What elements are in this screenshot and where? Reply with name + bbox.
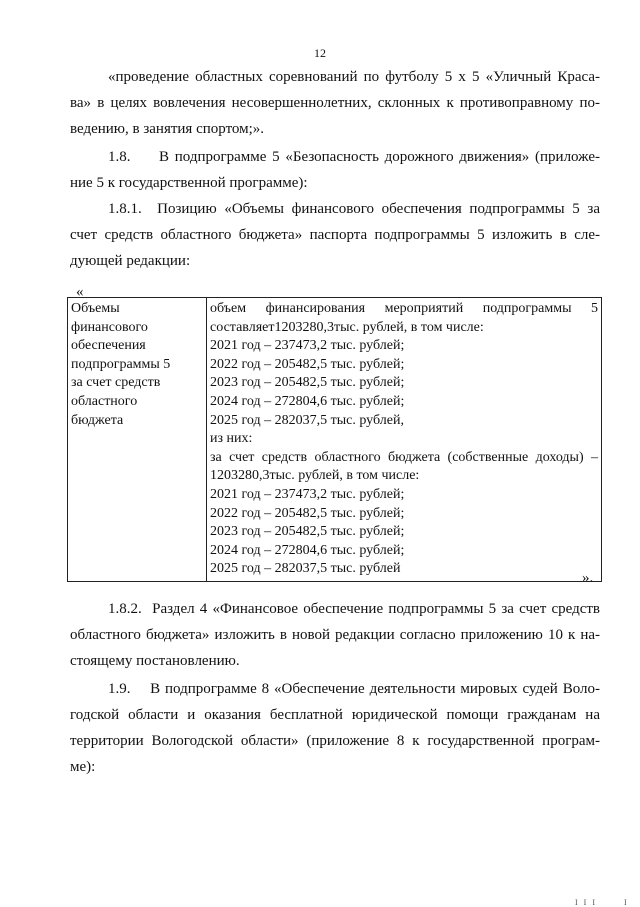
cell-line: бюджета (71, 412, 124, 428)
footer-mark: I (624, 898, 627, 907)
table-row (68, 298, 602, 582)
text-line: ведению, в занятия спортом;». (70, 121, 265, 137)
cell-line: 2022 год – 205482,5 тыс. рублей; (210, 356, 405, 372)
cell-line: обеспечения (71, 338, 146, 354)
cell-line: подпрограммы 5 (71, 356, 171, 372)
table-cell-label (68, 298, 207, 582)
text-line: ва» в целях вовлечения несовершеннолетних, склонных к противоправному по- (70, 95, 600, 111)
text-line: годской области и оказания бесплатной юридической помощи гражданам на (70, 707, 600, 723)
cell-line: из них: (210, 431, 253, 447)
cell-line: за счет средств (71, 375, 161, 391)
cell-line: финансового (71, 319, 148, 335)
cell-line: 2025 год – 282037,5 тыс. рублей, (210, 412, 404, 428)
paragraph-1-8 (70, 144, 600, 196)
text-line: 1.8.1. Позицию «Объемы финансового обеспечения подпрограммы 5 за (108, 201, 600, 217)
open-quote: « (76, 284, 84, 300)
text-line: дующей редакции: (70, 253, 191, 269)
cell-line: 2023 год – 205482,5 тыс. рублей; (210, 524, 405, 540)
paragraph-1-9 (70, 676, 600, 780)
text-line: «проведение областных соревнований по футболу 5 х 5 «Уличный Краса- (108, 69, 600, 85)
text-line: территории Вологодской области» (приложение 8 к государственной програм- (70, 733, 600, 749)
text-line: 1.8.2. Раздел 4 «Финансовое обеспечение подпрограммы 5 за счет средств (108, 601, 600, 617)
close-quote: ». (582, 570, 594, 586)
cell-line: 2021 год – 237473,2 тыс. рублей; (210, 486, 405, 502)
cell-line: за счет средств областного бюджета (собственные доходы) – (210, 449, 598, 465)
text-line: ме): (70, 759, 96, 775)
cell-line: объем финансирования мероприятий подпрограммы 5 (210, 301, 598, 316)
cell-line: 2025 год – 282037,5 тыс. рублей (210, 561, 401, 577)
text-line: ние 5 к государственной программе): (70, 175, 308, 191)
cell-line: 2021 год – 237473,2 тыс. рублей; (210, 338, 405, 354)
paragraph-1-8-1 (70, 196, 600, 274)
text-line: областного бюджета» изложить в новой редакции согласно приложению 10 к на- (70, 627, 600, 643)
text-line: стоящему постановлению. (70, 653, 240, 669)
passport-table (67, 297, 602, 582)
cell-line: Объемы (71, 301, 120, 316)
text-line: 1.9. В подпрограмме 8 «Обеспечение деятельности мировых судей Воло- (108, 681, 600, 697)
text-line: счет средств областного бюджета» паспорта подпрограммы 5 изложить в сле- (70, 227, 600, 243)
page-number: 12 (314, 46, 326, 60)
table-cell-value (207, 298, 602, 582)
cell-line: областного (71, 393, 138, 409)
cell-line: 2023 год – 205482,5 тыс. рублей; (210, 375, 405, 391)
text-line: 1.8. В подпрограмме 5 «Безопасность дорожного движения» (приложе- (108, 149, 600, 165)
footer-marks: I I I (575, 898, 597, 907)
paragraph-quoted-event (70, 64, 600, 142)
cell-line: 2024 год – 272804,6 тыс. рублей; (210, 542, 405, 558)
cell-line: 1203280,3тыс. рублей, в том числе: (210, 468, 420, 484)
cell-line: 2022 год – 205482,5 тыс. рублей; (210, 505, 405, 521)
cell-line: 2024 год – 272804,6 тыс. рублей; (210, 393, 405, 409)
paragraph-1-8-2 (70, 596, 600, 674)
cell-line: составляет1203280,3тыс. рублей, в том числе: (210, 319, 484, 335)
